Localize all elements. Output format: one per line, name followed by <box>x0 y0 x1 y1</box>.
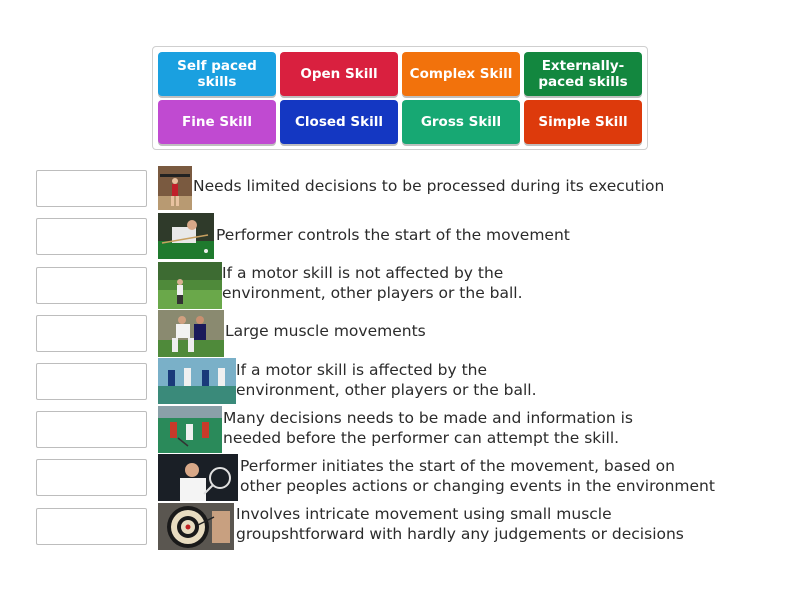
netball-photo <box>158 358 236 404</box>
drop-zone-3[interactable] <box>36 267 147 304</box>
tile-simple-skill[interactable]: Simple Skill <box>524 100 642 144</box>
tile-gross-skill[interactable]: Gross Skill <box>402 100 520 144</box>
description-5: If a motor skill is affected by the environment, other players or the ball. <box>236 361 537 399</box>
description-3: If a motor skill is not affected by the environment, other players or the ball. <box>222 264 523 302</box>
hockey-photo <box>158 406 222 453</box>
tennis-photo <box>158 454 238 501</box>
tile-open-skill[interactable]: Open Skill <box>280 52 398 96</box>
tile-fine-skill[interactable]: Fine Skill <box>158 100 276 144</box>
description-1: Needs limited decisions to be processed during its execution <box>193 177 665 195</box>
answer-tiles-panel <box>152 46 648 150</box>
description-4: Large muscle movements <box>225 322 426 340</box>
drop-zone-5[interactable] <box>36 363 147 400</box>
tile-closed-skill[interactable]: Closed Skill <box>280 100 398 144</box>
drop-zone-2[interactable] <box>36 218 147 255</box>
description-2: Performer controls the start of the movement <box>216 226 570 244</box>
description-6: Many decisions needs to be made and information is needed before the performer can attempt the skill. <box>223 409 633 447</box>
drop-zone-4[interactable] <box>36 315 147 352</box>
snooker-photo <box>158 213 214 259</box>
drop-zone-1[interactable] <box>36 170 147 207</box>
darts-photo <box>158 503 234 550</box>
drop-zone-8[interactable] <box>36 508 147 545</box>
drop-zone-7[interactable] <box>36 459 147 496</box>
tile-complex-skill[interactable]: Complex Skill <box>402 52 520 96</box>
tile-self-paced-skills[interactable]: Self paced skills <box>158 52 276 96</box>
description-7: Performer initiates the start of the movement, based on other peoples actions or changing events in the environment <box>240 457 715 495</box>
weightlifting-photo <box>158 166 192 210</box>
description-8: Involves intricate movement using small muscle groupshtforward with hardly any judgements or decisions <box>236 505 684 543</box>
golf-photo <box>158 262 222 309</box>
rugby-photo <box>158 310 224 357</box>
drop-zone-6[interactable] <box>36 411 147 448</box>
tile-externally-paced-skills[interactable]: Externally-paced skills <box>524 52 642 96</box>
